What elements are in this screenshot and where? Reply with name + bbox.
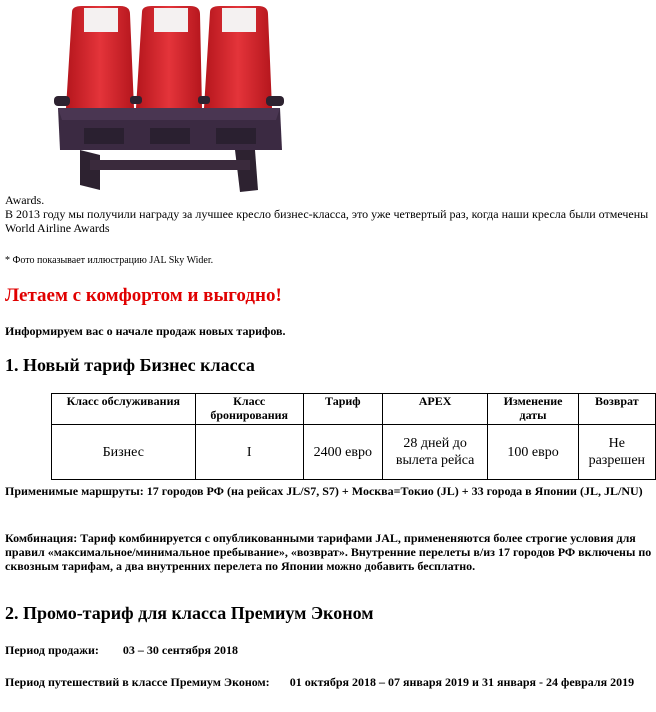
table-header-row (52, 394, 656, 425)
award-text: В 2013 году мы получили награду за лучшее кресло бизнес-класса, это уже четвертый раз, когда наши кресла были отмечены World Airline Awards (5, 207, 649, 235)
announcement: Информируем вас о начале продаж новых тарифов. (5, 324, 286, 338)
awards-fragment: Awards. (5, 193, 45, 207)
sale-period (5, 643, 238, 657)
section1-title: 1. Новый тариф Бизнес класса (5, 355, 255, 375)
col-header-refund: Возврат (578, 394, 655, 425)
applicable-routes: Применимые маршруты: 17 городов РФ (на рейсах JL/S7, S7) + Москва=Токио (JL) + 33 города в Японии (JL, JL/NU) (5, 484, 643, 498)
col-header-apex: APEX (382, 394, 488, 425)
col-header-service-class: Класс обслуживания (52, 394, 196, 425)
cell-fare: 2400 евро (303, 425, 382, 480)
table-row (52, 425, 656, 480)
travel-period-label: Период путешествий в классе Премиум Эконом: (5, 675, 270, 689)
travel-period (5, 675, 645, 689)
combination-rules: Комбинация: Тариф комбинируется с опубликованными тарифами JAL, примененяются более строгие условия для правил «максимальное/минимальное пребывание», «возврат». Внутренние перелеты в/из 17 городов РФ включены по сквозным тарифам, а два внутренних перелета по Японии можно добавить бесплатно. (5, 531, 652, 573)
cell-refund: Не разрешен (578, 425, 655, 480)
col-header-booking-class: Класс бронирования (195, 394, 303, 425)
travel-period-value: 01 октября 2018 – 07 января 2019 и 31 января - 24 февраля 2019 (289, 675, 635, 689)
headline: Летаем с комфортом и выгодно! (5, 285, 282, 306)
photo-note: * Фото показывает иллюстрацию JAL Sky Wider. (5, 255, 214, 266)
sale-period-value: 03 – 30 сентября 2018 (122, 643, 239, 657)
section2-title: 2. Промо-тариф для класса Премиум Эконом (5, 603, 374, 623)
sale-period-label: Период продажи: (5, 643, 99, 657)
cell-booking-class: I (195, 425, 303, 480)
business-fare-table (51, 393, 656, 480)
col-header-fare: Тариф (303, 394, 382, 425)
cell-service-class: Бизнес (52, 425, 196, 480)
cell-date-change: 100 евро (488, 425, 578, 480)
col-header-date-change: Изменение даты (488, 394, 578, 425)
cell-apex: 28 дней до вылета рейса (382, 425, 488, 480)
airline-seat-image (50, 0, 288, 196)
